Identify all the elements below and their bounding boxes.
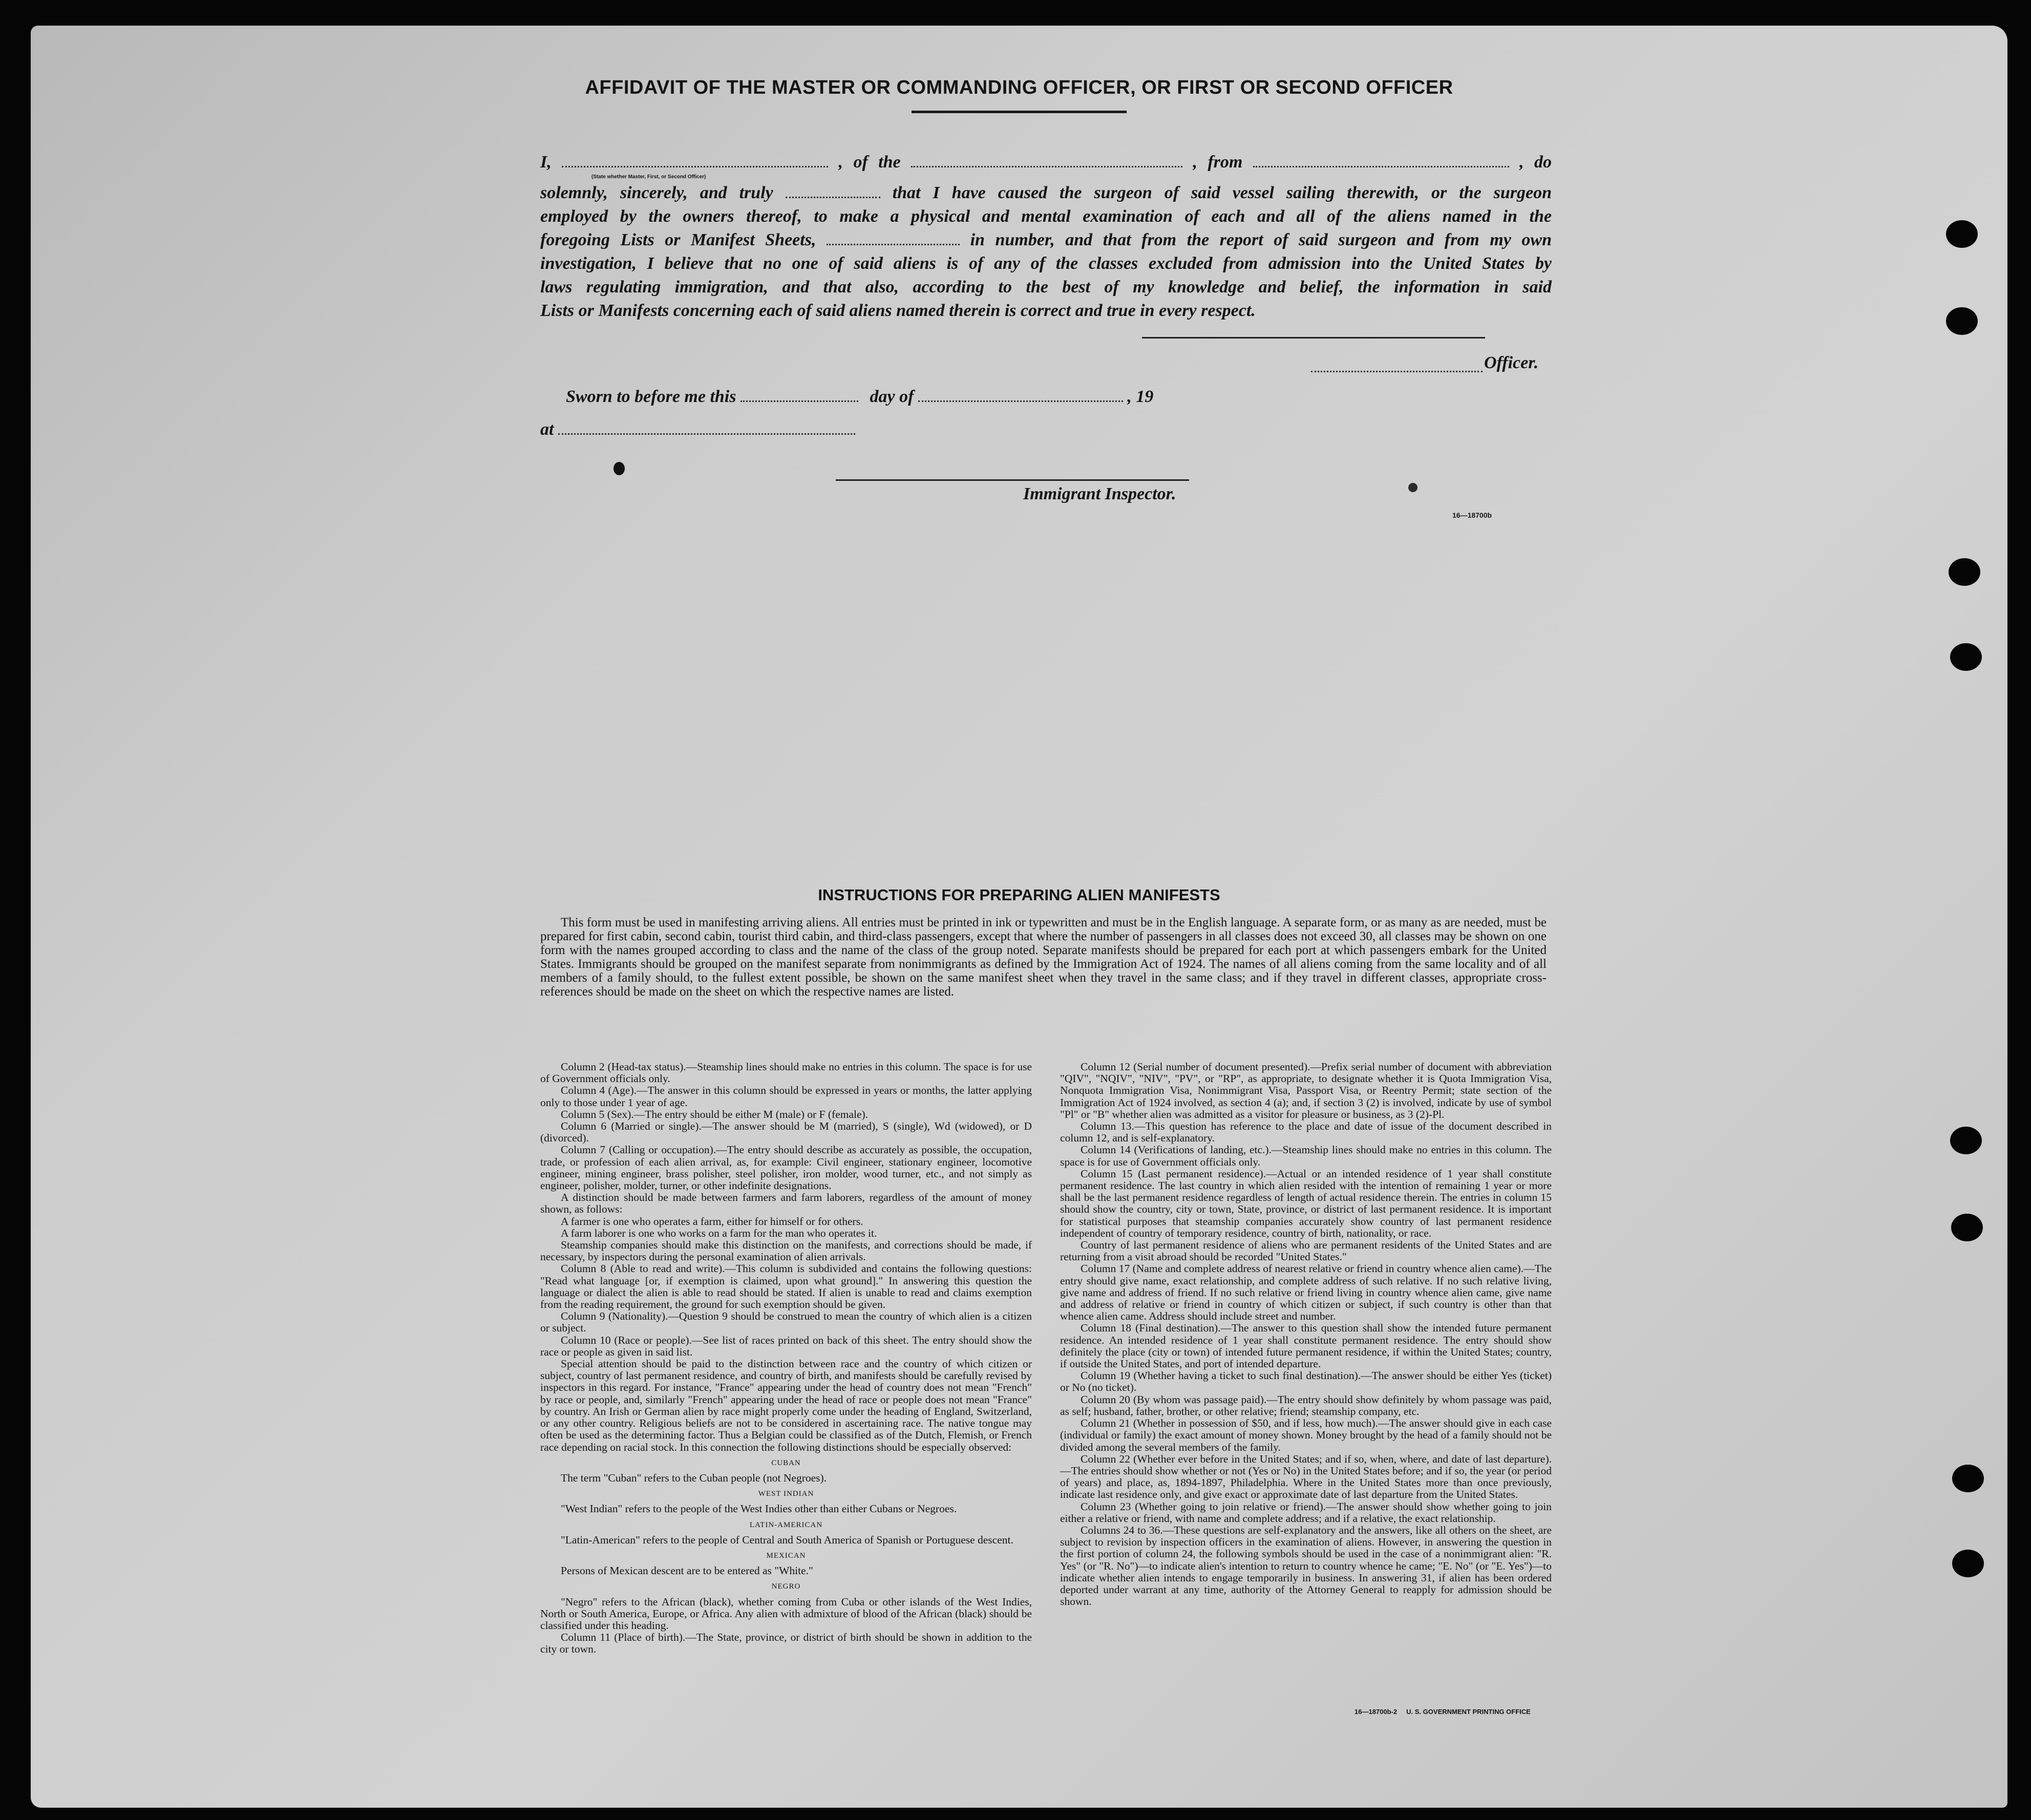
punch-hole-icon — [1951, 1214, 1983, 1241]
instruction-paragraph: Special attention should be paid to the distinction between race and the country of which citizen or subject, country of last permanent residence, and country of birth, and manifests should be carefully revised by inspectors in this regard. For instance, "France" appearing under the head of country does not mean "French" by race or people, and, similarly "French" appearing under the head of race or people does not mean "France" by country. An Irish or German alien by race might properly come under the heading of England, Switzerland, or any other country. Religious beliefs are not to be considered in ascertaining race. The native tongue may often be used as the determining factor. Thus a Belgian could be classified as of the Dutch, Flemish, or French race depending on racial stock. In this connection the following distinctions should be especially observed: — [540, 1358, 1032, 1453]
race-heading: NEGRO — [771, 1582, 801, 1591]
officer-name-field[interactable] — [1311, 357, 1483, 372]
affidavit-title: AFFIDAVIT OF THE MASTER OR COMMANDING OFFICER, OR FIRST OR SECOND OFFICER — [585, 77, 1453, 98]
title-underline — [912, 111, 1127, 113]
race-definition: "West Indian" refers to the people of the West Indies other than either Cubans or Negroes. — [561, 1502, 957, 1515]
instruction-paragraph: Column 7 (Calling or occupation).—The entry should describe as accurately as possible, the occupation, trade, or profession of each alien arrival, as, for example: Civil engineer, stationary engineer, locomotive engineer, mining engineer, brass polisher, steel polisher, iron molder, wood turner, etc., and not simply as engineer, polisher, molder, turner, or other indefinite designations. — [540, 1144, 1032, 1192]
instruction-paragraph: Steamship companies should make this distinction on the manifests, and corrections should be made, if necessary, by inspectors during the personal examination of alien arrivals. — [540, 1239, 1032, 1263]
race-definition: Persons of Mexican descent are to be entered as "White." — [561, 1564, 813, 1577]
affidavit-text: that I have caused the surgeon of said vessel sailing therewith, or the surgeon — [892, 183, 1552, 202]
race-heading: LATIN-AMERICAN — [749, 1520, 823, 1529]
affidavit-line-2 — [540, 181, 1552, 205]
instruction-paragraph: Column 19 (Whether having a ticket to such final destination).—The answer should be either Yes (ticket) or No (no ticket). — [1060, 1369, 1552, 1394]
instruction-paragraph: Column 9 (Nationality).—Question 9 should be construed to mean the country of which alien is a citizen or subject. — [540, 1310, 1032, 1335]
at-line — [540, 419, 855, 439]
inspector-label: Immigrant Inspector. — [1023, 484, 1176, 503]
instruction-paragraph: A distinction should be made between farmers and farm laborers, regardless of the amount of money shown, as follows: — [540, 1191, 1032, 1216]
affidavit-line-4 — [540, 228, 1552, 252]
race-heading: CUBAN — [771, 1458, 801, 1467]
affidavit-text: foregoing Lists or Manifest Sheets, — [540, 230, 816, 249]
instruction-paragraph: Column 18 (Final destination).—The answer to this question shall show the intended future permanent residence. An intended residence of 1 year shall constitute permanent residence. The entry should show definitely the place (city or town) of intended future permanent residence, if within the United States; country, if outside the United States, and port of intended departure. — [1060, 1322, 1552, 1370]
sheet-count-field[interactable] — [827, 229, 960, 245]
affidavit-text: , do — [1519, 153, 1552, 172]
punch-hole-icon — [1950, 643, 1982, 671]
affidavit-line-6: laws regulating immigration, and that also, according to the best of my knowledge and belief, the information in said — [540, 278, 1552, 297]
officer-rank-field[interactable] — [562, 152, 828, 167]
instructions-intro: This form must be used in manifesting arriving aliens. All entries must be printed in ink or typewritten and must be in the English language. A separate form, or as many as are needed, must be prepared for first cabin, second cabin, tourist third cabin, and third-class passengers, except that where the number of passengers in all classes does not exceed 30, all classes may be shown on one form with the names grouped according to class and the name of the class of the group noted. Separate manifests should be prepared for each port at which passengers embark for the United States. Immigrants should be grouped on the manifest separate from nonimmigrants as defined by the Immigration Act of 1924. The names of all aliens coming from the same locality and of all members of a family should, to the fullest extent possible, be shown on the same manifest sheet when they travel in the same class; and if they travel in different classes, appropriate cross-references should be made on the sheet on which the respective names are listed. — [540, 916, 1547, 999]
instruction-paragraph: Column 17 (Name and complete address of nearest relative or friend in country whence alien came).—The entry should give name, exact relationship, and complete address of such relative. If no such relative living, give name and address of friend. If no such relative or friend living in country whence alien came, give name and address of relative or friend in country of which citizen or subject, if such country is other than that whence alien came. Address should include street and number. — [1060, 1262, 1552, 1323]
instruction-paragraph: Column 22 (Whether ever before in the United States; and if so, when, where, and date of last departure).—The entries should show whether or not (Yes or No) in the United States before; and if so, the year (or period of years) and place, as, 1894-1897, Philadelphia. Where in the United States more than once previously, indicate last residence only, and give exact or approximate date of last departure from the United States. — [1060, 1452, 1552, 1501]
instruction-paragraph: Column 12 (Serial number of document presented).—Prefix serial number of document with abbreviation "QIV", "NQIV", "NIV", "PV", or "RP", as appropriate, to designate whether it is Quota Immigration Visa, Nonquota Immigration Visa, Nonimmigrant Visa, Passport Visa, or Reentry Permit; state section of the Immigration Act of 1924 involved, as section 4 (a); and, if section 3 (2) is involved, indicate by use of symbol "Pl" or "B" whether alien was admitted as a visitor for pleasure or business, as 3 (2)-Pl. — [1060, 1061, 1552, 1120]
race-heading: MEXICAN — [766, 1551, 806, 1560]
instruction-paragraph: Column 21 (Whether in possession of $50, and if less, how much).—The answer should give in each case (individual or family) the exact amount of money shown. Money brought by the head of a family should not be divided among the several members of the family. — [1060, 1417, 1552, 1453]
race-definition: The term "Cuban" refers to the Cuban people (not Negroes). — [561, 1471, 827, 1484]
instruction-paragraph: Column 11 (Place of birth).—The State, province, or district of birth should be shown in addition to the city or town. — [540, 1631, 1032, 1656]
affidavit-text: solemnly, sincerely, and truly — [540, 183, 773, 202]
race-heading: WEST INDIAN — [758, 1490, 814, 1498]
signature-line[interactable] — [1142, 337, 1485, 338]
oath-type-field[interactable] — [786, 182, 880, 198]
race-definition: "Negro" refers to the African (black), whether coming from Cuba or other islands of the West Indies, North or South America, Europe, or Africa. Any alien with admixture of blood of the African (black) should be classified under this heading. — [540, 1595, 1032, 1632]
instruction-paragraph: Column 20 (By whom was passage paid).—The entry should show definitely by whom passage was paid, as self; husband, father, brother, or other relative; friend; steamship company, etc. — [1060, 1393, 1552, 1417]
punch-hole-icon — [1946, 220, 1978, 248]
sworn-text: day of — [870, 387, 914, 406]
instructions-right-column — [1060, 1061, 1552, 1607]
instruction-paragraph: Column 14 (Verifications of landing, etc.).—Steamship lines should make no entries in this column. The space is for use of Government officials only. — [1060, 1144, 1552, 1168]
instruction-paragraph: A farm laborer is one who works on a farm for the man who operates it. — [561, 1226, 877, 1239]
punch-hole-icon — [1946, 307, 1978, 335]
officer-label: Officer. — [1484, 353, 1539, 372]
affidavit-line-7: Lists or Manifests concerning each of said aliens named therein is correct and true in every respect. — [540, 301, 1256, 320]
affidavit-text: in number, and that from the report of said surgeon and from my own — [970, 230, 1552, 249]
sworn-text: , 19 — [1127, 387, 1154, 406]
ink-spot — [613, 462, 625, 475]
instruction-paragraph: Column 8 (Able to read and write).—This column is subdivided and contains the following questions: "Read what language [or, if exemption is claimed, upon what ground]." In answering this question the language or dialect the alien is able to read should be stated. If alien is unable to read and claims exemption from the reading requirement, the ground for such exemption should be given. — [540, 1262, 1032, 1311]
printing-office-footer: 16—18700b-2 U. S. GOVERNMENT PRINTING OFFICE — [1355, 1708, 1531, 1716]
punch-hole-icon — [1949, 558, 1980, 586]
instruction-paragraph: Country of last permanent residence of aliens who are permanent residents of the United States and are returning from a visit abroad should be recorded "United States." — [1060, 1239, 1552, 1263]
affidavit-line-3: employed by the owners thereof, to make a physical and mental examination of each and all of the aliens named in the — [540, 207, 1552, 226]
race-definition: "Latin-American" refers to the people of Central and South America of Spanish or Portuguese descent. — [561, 1533, 1013, 1546]
punch-hole-icon — [1950, 1127, 1982, 1154]
instruction-paragraph: Column 23 (Whether going to join relative or friend).—The answer should show whether going to join either a relative or friend, with name and complete address; and if a relative, the exact relationship. — [1060, 1500, 1552, 1525]
instruction-paragraph: Column 2 (Head-tax status).—Steamship lines should make no entries in this column. The space is for use of Government officials only. — [540, 1061, 1032, 1085]
instructions-left-column — [540, 1061, 1032, 1656]
port-from-field[interactable] — [1253, 152, 1509, 167]
instruction-paragraph: Column 6 (Married or single).—The answer should be M (married), S (single), Wd (widowed), or D (divorced). — [540, 1120, 1032, 1145]
instruction-paragraph: Column 10 (Race or people).—See list of races printed on back of this sheet. The entry should show the race or people as given in said list. — [540, 1334, 1032, 1358]
sworn-place-field[interactable] — [558, 419, 855, 435]
affidavit-text: I, — [540, 153, 552, 172]
instruction-paragraph: Column 4 (Age).—The answer in this column should be expressed in years or months, the latter applying only to those under 1 year of age. — [540, 1084, 1032, 1109]
affidavit-text: , of the — [838, 153, 901, 172]
instructions-title: INSTRUCTIONS FOR PREPARING ALIEN MANIFESTS — [818, 886, 1220, 904]
sworn-text: Sworn to before me this — [566, 387, 736, 406]
sworn-line — [566, 386, 1153, 407]
affidavit-line-5: investigation, I believe that no one of said aliens is of any of the classes excluded from admission into the United States by — [540, 254, 1552, 273]
ink-spot — [1408, 483, 1418, 492]
affidavit-text: , from — [1193, 153, 1243, 172]
sworn-month-field[interactable] — [918, 386, 1123, 402]
officer-rank-note: (State whether Master, First, or Second Officer) — [591, 174, 706, 180]
instruction-paragraph: Column 5 (Sex).—The entry should be either M (male) or F (female). — [561, 1108, 869, 1120]
manifest-sheet — [31, 26, 2007, 1808]
punch-hole-icon — [1952, 1550, 1984, 1577]
instruction-paragraph: Columns 24 to 36.—These questions are self-explanatory and the answers, like all others on the sheet, are subject to revision by inspection officers in the examination of aliens. However, in answering the question in the first portion of column 24, the following symbols should be used in the case of a nonimmigrant alien: "R. Yes" (or "R. No")—to indicate alien's intention to return to country whence he came; "E. No" (or "E. Yes")—to indicate whether alien intends to engage temporarily in business. In answering 31, if alien has been ordered deported under warrant at any time, authority of the Attorney General to reapply for admission should be shown. — [1060, 1523, 1552, 1608]
at-text: at — [540, 420, 554, 439]
form-number: 16—18700b — [1452, 511, 1492, 519]
affidavit-line-1 — [540, 151, 1552, 174]
inspector-signature-line[interactable] — [836, 479, 1189, 481]
instruction-paragraph: A farmer is one who operates a farm, either for himself or for others. — [561, 1215, 863, 1228]
instruction-paragraph: Column 13.—This question has reference to the place and date of issue of the document described in column 12, and is self-explanatory. — [1060, 1120, 1552, 1145]
vessel-name-field[interactable] — [911, 152, 1182, 167]
punch-hole-icon — [1952, 1465, 1984, 1492]
instruction-paragraph: Column 15 (Last permanent residence).—Actual or an intended residence of 1 year shall constitute permanent residence. The last country in which alien resided with the intention of remaining 1 year or more shall be the last permanent residence regardless of length of actual residence therein. The entries in column 15 should show the country, city or town, State, province, or district of last permanent residence. It is important for statistical purposes that steamship companies accurately show country of last permanent residence independent of country of temporary residence, country of birth, nationality, or race. — [1060, 1167, 1552, 1239]
sworn-day-field[interactable] — [741, 386, 858, 402]
